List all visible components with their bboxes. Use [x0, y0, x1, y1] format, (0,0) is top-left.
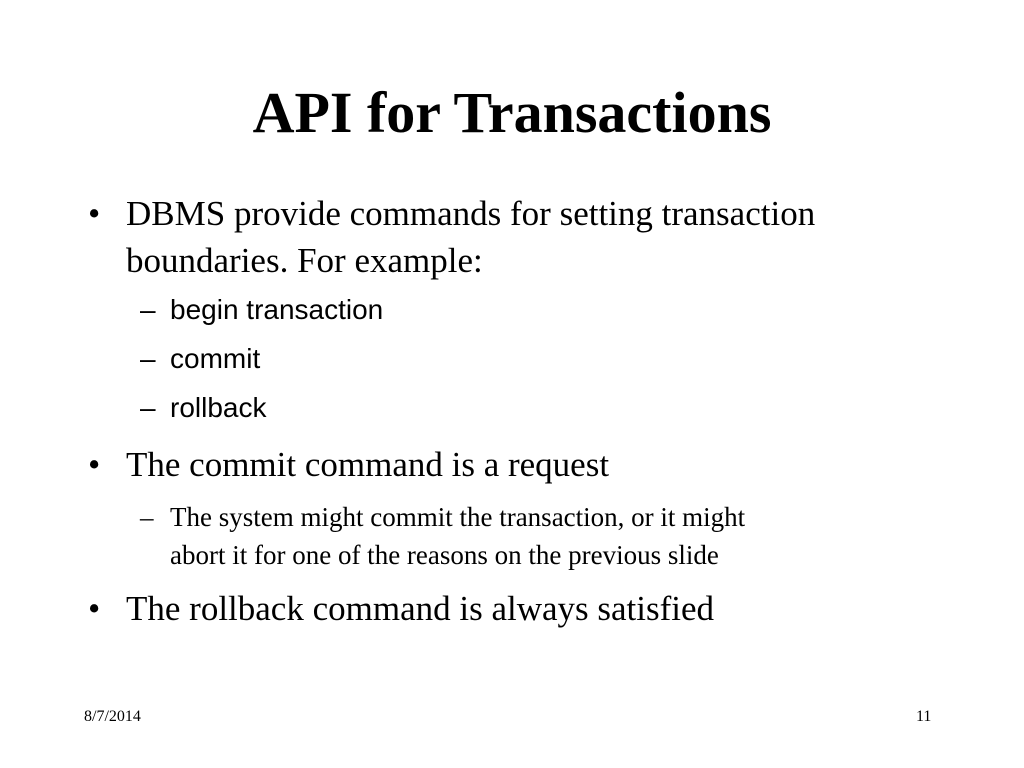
bullet-text: The rollback command is always satisfied: [126, 589, 715, 628]
sub-item-begin-transaction: [0, 292, 1024, 328]
sub-item-text: rollback: [170, 392, 267, 423]
slide-title: API for Transactions: [252, 80, 772, 145]
sub-item-text: begin transaction: [170, 294, 384, 325]
bullet-item-3: [0, 585, 1024, 635]
dash-marker: –: [140, 392, 156, 423]
bullet-text: The commit command is a request: [126, 445, 610, 484]
bullet-marker: •: [88, 445, 101, 484]
bullet-item-1: [0, 190, 1024, 290]
sub-item-line: The system might commit the transaction, or it might: [170, 502, 746, 532]
footer-date: 8/7/2014: [84, 708, 141, 725]
bullet-item-2: [0, 441, 1024, 491]
bullet-text: [126, 190, 926, 284]
sub-item-commit: [0, 341, 1024, 377]
bullet-marker: •: [88, 194, 101, 233]
slide-number: 11: [916, 708, 932, 725]
dash-marker: –: [140, 343, 156, 374]
bullet-line: DBMS provide commands for setting transaction: [126, 194, 816, 233]
bullet-line: boundaries. For example:: [126, 241, 483, 280]
sub-item-line: abort it for one of the reasons on the previous slide: [170, 540, 719, 570]
bullet-marker: •: [88, 589, 101, 628]
sub-item-commit-detail: [0, 498, 1024, 578]
sub-item-text: [170, 498, 930, 574]
dash-marker: –: [140, 502, 154, 532]
sub-item-rollback: [0, 390, 1024, 426]
sub-item-text: commit: [170, 343, 261, 374]
dash-marker: –: [140, 294, 156, 325]
